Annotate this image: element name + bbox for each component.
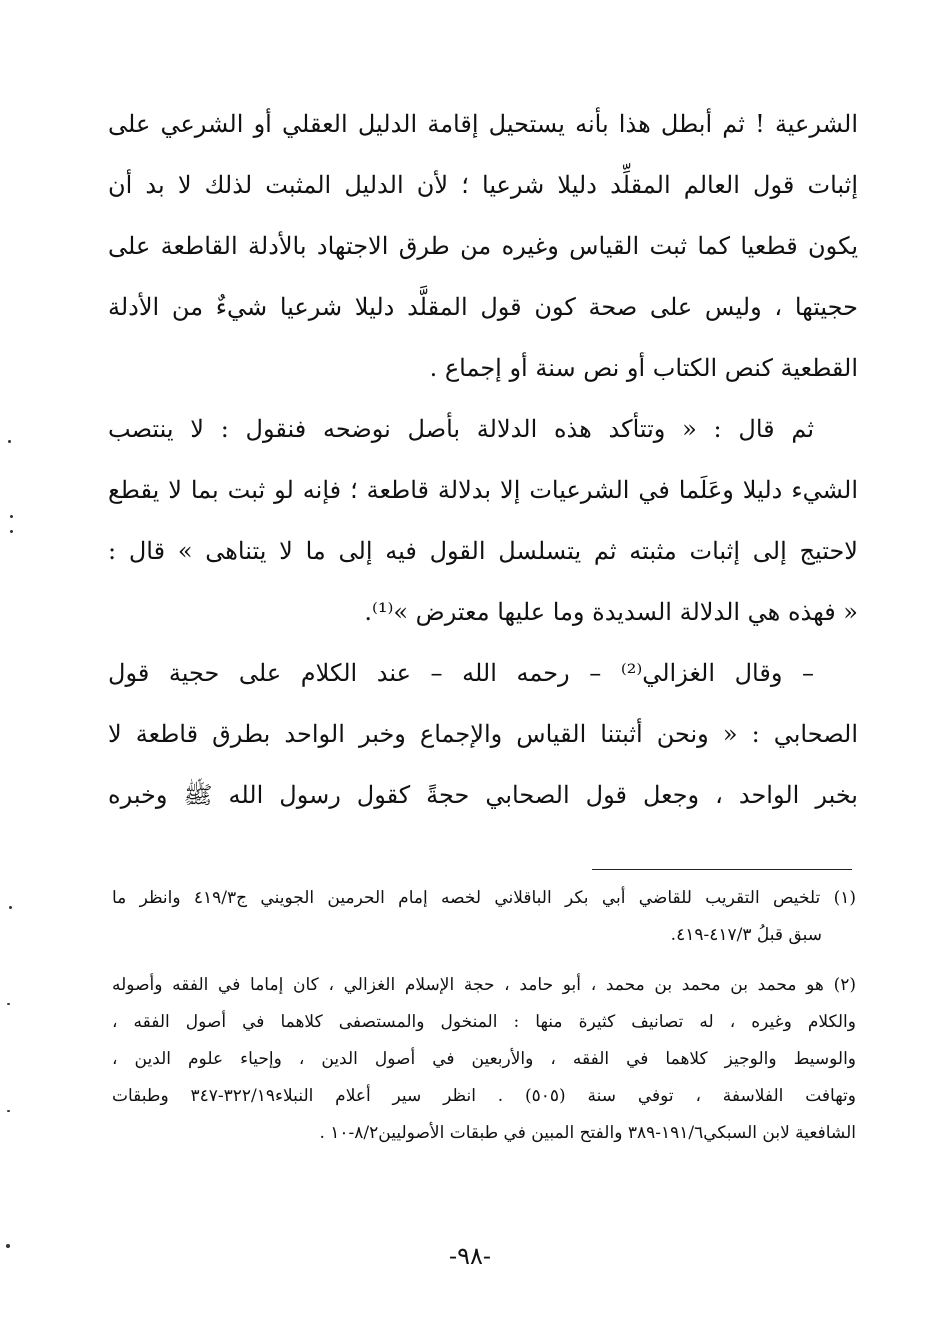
- body-line: القطعية كنص الكتاب أو نص سنة أو إجماع .: [429, 354, 858, 382]
- body-line: يكون قطعيا كما ثبت القياس وغيره من طرق الاجتهاد بالأدلة القاطعة على: [108, 232, 858, 260]
- footnote-2-line: وتهافت الفلاسفة ، توفي سنة (٥٠٥) . انظر سير أعلام النبلاء٣٢٢/١٩-٣٤٧ وطبقات: [112, 1086, 856, 1106]
- body-line: ثم قال : « وتتأكد هذه الدلالة بأصل نوضحه فنقول : لا ينتصب: [108, 415, 814, 443]
- body-line: – وقال الغزالي⁽²⁾ – رحمه الله – عند الكلام على حجية قول: [108, 659, 815, 687]
- scan-speck: [10, 515, 13, 518]
- footnote-2-line: (٢) هو محمد بن محمد بن محمد ، أبو حامد ، حجة الإسلام الغزالي ، كان إماما في الفقه وأصوله: [112, 975, 856, 995]
- footnote-2-line: والوسيط والوجيز كلاهما في الفقه ، والأربعين في أصول الدين ، وإحياء علوم الدين ،: [112, 1049, 856, 1069]
- footnotes: [112, 880, 856, 1152]
- footnote-2-line: والكلام وغيره ، له تصانيف كثيرة منها : المنخول والمستصفى كلاهما في أصول الفقه ،: [112, 1012, 856, 1032]
- footnote-1-line: سبق قبلُ ٤١٧/٣-٤١٩.: [670, 925, 822, 945]
- scan-speck: [9, 906, 12, 909]
- page-number: -٩٨-: [449, 1242, 491, 1270]
- body-line: « فهذه هي الدلالة السديدة وما عليها معترض »⁽¹⁾.: [364, 598, 858, 626]
- body-line: الصحابي : « ونحن أثبتنا القياس والإجماع وخبر الواحد بطرق قاطعة لا: [108, 720, 858, 748]
- body-line: لاحتيج إلى إثبات مثبته ثم يتسلسل القول فيه إلى ما لا يتناهى » قال :: [108, 537, 858, 565]
- scan-speck: [10, 530, 13, 533]
- body-line: الشيء دليلا وعَلَما في الشرعيات إلا بدلالة قاطعة ؛ فإنه لو ثبت بما لا يقطع: [108, 476, 858, 504]
- body-line: حجيتها ، وليس على صحة كون قول المقلَّد دليلا شرعيا شيءٌ من الأدلة: [108, 293, 858, 321]
- body-line: إثبات قول العالم المقلِّد دليلا شرعيا ؛ لأن الدليل المثبت لذلك لا بد أن: [108, 171, 858, 199]
- footnote-separator: [592, 869, 852, 870]
- footnote-1-line: (١) تلخيص التقريب للقاضي أبي بكر الباقلاني لخصه إمام الحرمين الجويني ج٤١٩/٣ وانظر ما: [112, 888, 856, 908]
- scan-speck: [6, 1244, 10, 1248]
- body-line: بخبر الواحد ، وجعل قول الصحابي حجةً كقول رسول الله ﷺ وخبره: [108, 781, 858, 809]
- scan-speck: [8, 440, 11, 443]
- body-line: الشرعية ! ثم أبطل هذا بأنه يستحيل إقامة الدليل العقلي أو الشرعي على: [108, 110, 858, 138]
- footnote-gap: [112, 954, 856, 967]
- scan-speck: [7, 1003, 10, 1005]
- footnote-2-line: الشافعية لابن السبكي١٩١/٦-٣٨٩ والفتح المبين في طبقات الأصوليين٨/٢-١٠ .: [319, 1123, 856, 1143]
- main-text-block: [108, 94, 858, 826]
- scan-speck: [7, 1110, 10, 1112]
